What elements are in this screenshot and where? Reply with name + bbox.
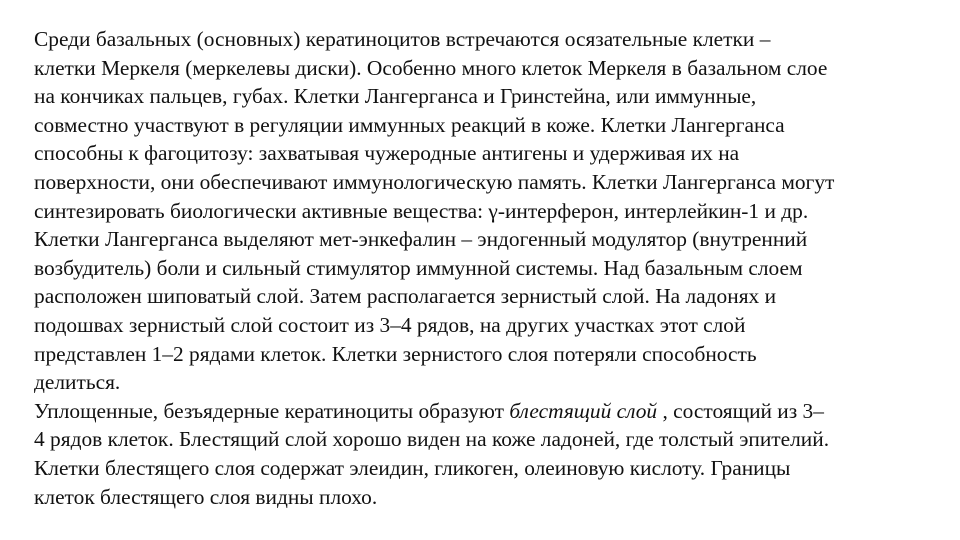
text-segment: , состоящий из 3– <box>657 398 824 423</box>
text-line: способны к фагоцитозу: захватывая чужеродные антигены и удерживая их на <box>34 141 740 166</box>
text-line: 4 рядов клеток. Блестящий слой хорошо виден на коже ладоней, где толстый эпителий. <box>34 427 830 452</box>
text-line: Клетки Лангерганса выделяют мет-энкефалин – эндогенный модулятор (внутренний <box>34 227 808 252</box>
paragraph-basal-layer <box>34 25 932 397</box>
text-line: подошвах зернистый слой состоит из 3–4 рядов, на других участках этот слой <box>34 312 746 337</box>
text-line: синтезировать биологически активные вещества: γ-интерферон, интерлейкин-1 и др. <box>34 198 809 223</box>
text-line: возбудитель) боли и сильный стимулятор иммунной системы. Над базальным слоем <box>34 255 803 280</box>
text-line: представлен 1–2 рядами клеток. Клетки зернистого слоя потеряли способность <box>34 341 757 366</box>
text-line: делиться. <box>34 370 121 395</box>
paragraph-stratum-lucidum <box>34 397 932 511</box>
text-line: Клетки блестящего слоя содержат элеидин, гликоген, олеиновую кислоту. Границы <box>34 455 791 480</box>
text-line: совместно участвуют в регуляции иммунных реакций в коже. Клетки Лангерганса <box>34 112 785 137</box>
text-line-with-emphasis <box>34 397 932 426</box>
text-line: на кончиках пальцев, губах. Клетки Лангерганса и Гринстейна, или иммунные, <box>34 84 757 109</box>
text-line: поверхности, они обеспечивают иммунологическую память. Клетки Лангерганса могут <box>34 169 835 194</box>
text-line: клеток блестящего слоя видны плохо. <box>34 484 378 509</box>
text-line: клетки Меркеля (меркелевы диски). Особенно много клеток Меркеля в базальном слое <box>34 55 828 80</box>
text-line: расположен шиповатый слой. Затем располагается зернистый слой. На ладонях и <box>34 284 777 309</box>
text-line: Среди базальных (основных) кератиноцитов встречаются осязательные клетки – <box>34 27 771 51</box>
text-segment: Уплощенные, безъядерные кератиноциты образуют <box>34 398 510 423</box>
italic-term: блестящий слой <box>509 398 658 423</box>
